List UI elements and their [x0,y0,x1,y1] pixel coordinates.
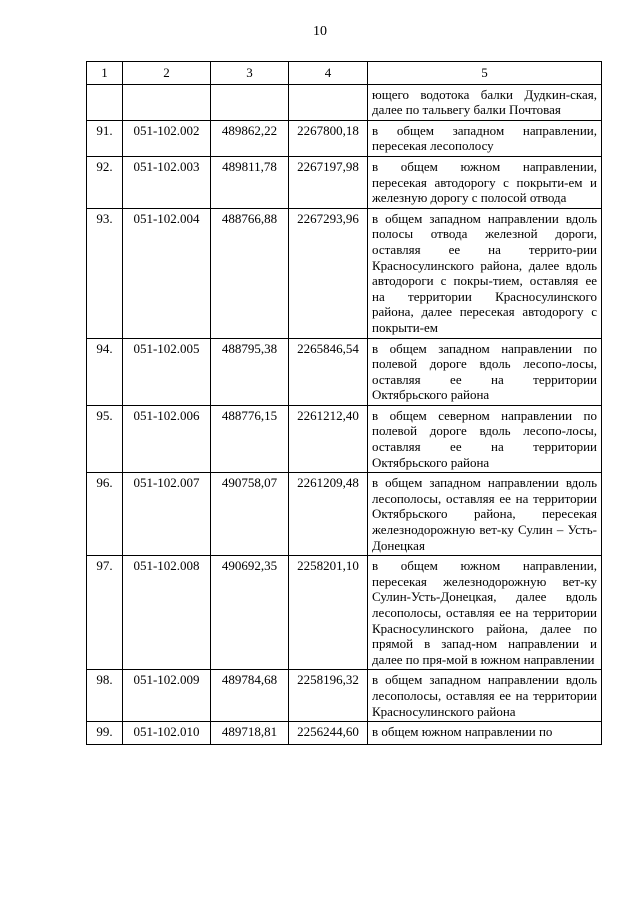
point-code: 051-102.010 [123,722,211,745]
table-row [87,84,602,120]
point-code: 051-102.008 [123,556,211,670]
coordinate-x: 490692,35 [211,556,289,670]
coordinate-y: 2265846,54 [289,338,368,405]
point-number: 98. [87,670,123,722]
point-code: 051-102.003 [123,156,211,208]
point-number: 91. [87,120,123,156]
point-number: 93. [87,208,123,338]
point-number: 92. [87,156,123,208]
point-number: 96. [87,473,123,556]
coordinate-x: 490758,07 [211,473,289,556]
table-header [87,62,602,85]
table-row [87,338,602,405]
point-number [87,84,123,120]
point-number: 95. [87,405,123,472]
coordinate-y: 2261212,40 [289,405,368,472]
boundary-description: в общем западном направлении вдоль лесополосы, оставляя ее на территории Октябрьского района, пересекая железнодорожную вет-ку Сулин – Усть-Донецкая [368,473,602,556]
coordinate-x: 489784,68 [211,670,289,722]
header-col-5: 5 [368,62,602,85]
table-row [87,722,602,745]
coordinate-y: 2267800,18 [289,120,368,156]
table-row [87,405,602,472]
coordinate-y: 2258201,10 [289,556,368,670]
coordinate-x: 488795,38 [211,338,289,405]
point-number: 94. [87,338,123,405]
coordinate-y [289,84,368,120]
point-code: 051-102.006 [123,405,211,472]
coordinate-y: 2267197,98 [289,156,368,208]
boundary-description: в общем западном направлении, пересекая лесополосу [368,120,602,156]
header-col-2: 2 [123,62,211,85]
point-code: 051-102.002 [123,120,211,156]
table-row [87,556,602,670]
coordinate-x: 489718,81 [211,722,289,745]
boundary-coordinates-table [86,61,602,745]
point-number: 99. [87,722,123,745]
boundary-description: в общем южном направлении, пересекая железнодорожную вет-ку Сулин-Усть-Донецкая, далее вдоль лесополосы, оставляя ее на территории Красносулинского района, далее по прямой в запад-ном направлении и далее по пря-мой в южном направлении [368,556,602,670]
boundary-description: в общем южном направлении, пересекая автодорогу с покрыти-ем и железную дорогу с полосой отвода [368,156,602,208]
page-number: 10 [313,24,327,39]
coordinate-y: 2267293,96 [289,208,368,338]
point-code: 051-102.007 [123,473,211,556]
coordinate-y: 2261209,48 [289,473,368,556]
table-row [87,208,602,338]
table-body [87,84,602,745]
header-col-1: 1 [87,62,123,85]
table-row [87,670,602,722]
header-col-4: 4 [289,62,368,85]
coordinate-x [211,84,289,120]
coordinate-y: 2258196,32 [289,670,368,722]
boundary-description: в общем северном направлении по полевой дороге вдоль лесопо-лосы, оставляя ее на территории Октябрьского района [368,405,602,472]
boundary-description: в общем западном направлении вдоль полосы отвода железной дороги, оставляя ее на террито-рии Красносулинского района, далее вдоль автодороги с покры-тием, оставляя ее на территории Красносулинского района, далее пересекая автодорогу с покрыти-ем [368,208,602,338]
boundary-description: в общем западном направлении вдоль лесополосы, оставляя ее на территории Красносулинского района [368,670,602,722]
coordinate-y: 2256244,60 [289,722,368,745]
table-row [87,120,602,156]
point-code: 051-102.009 [123,670,211,722]
header-col-3: 3 [211,62,289,85]
point-number: 97. [87,556,123,670]
table-row [87,156,602,208]
coordinate-x: 489862,22 [211,120,289,156]
coordinate-x: 488776,15 [211,405,289,472]
point-code: 051-102.005 [123,338,211,405]
boundary-description: в общем западном направлении по полевой дороге вдоль лесопо-лосы, оставляя ее на территории Октябрьского района [368,338,602,405]
coordinate-x: 488766,88 [211,208,289,338]
boundary-description: в общем южном направлении по [368,722,602,745]
boundary-description: ющего водотока балки Дудкин-ская, далее по тальвегу балки Почтовая [368,84,602,120]
coordinate-x: 489811,78 [211,156,289,208]
point-code [123,84,211,120]
header-row [87,62,602,85]
point-code: 051-102.004 [123,208,211,338]
table-row [87,473,602,556]
